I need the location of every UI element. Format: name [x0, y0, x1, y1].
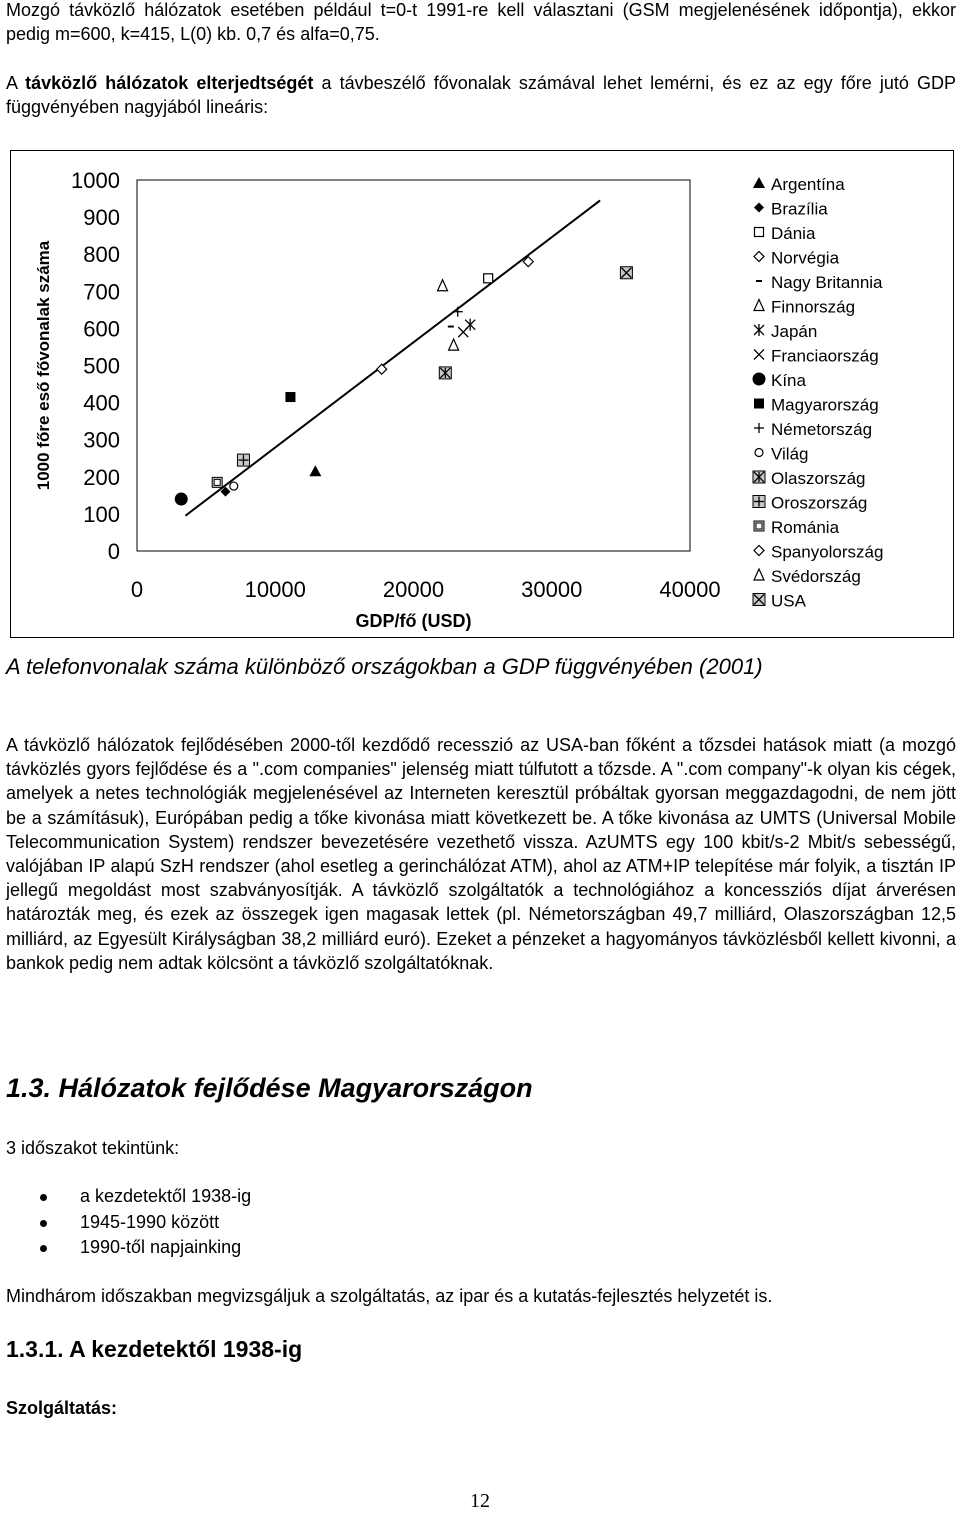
bullet-icon [40, 1220, 47, 1227]
legend-label: Világ [771, 444, 809, 464]
legend-label: USA [771, 591, 806, 611]
legend-label: Olaszország [771, 469, 866, 488]
legend-marker [754, 324, 764, 336]
summary-text: Mindhárom időszakban megvizsgáljuk a szolgáltatás, az ipar és a kutatás-fejlesztés helyzetét is. [6, 1286, 773, 1306]
legend-label: Németország [771, 420, 873, 439]
data-point [237, 454, 249, 466]
legend-label: Finnország [771, 297, 856, 317]
legend-marker [754, 569, 764, 580]
p2-rest: a távbeszélő fővonalak számával lehet lemérni, és ez az egy főre jutó GDP függvényében nagyjából lineáris: [6, 73, 957, 118]
legend-label: Argentína [771, 175, 845, 194]
bullet-icon [40, 1245, 47, 1252]
data-point [438, 280, 448, 291]
data-point [484, 274, 493, 283]
periods-intro: 3 időszakot tekintünk: [6, 1138, 180, 1158]
period-label: a kezdetektől 1938-ig [80, 1186, 252, 1206]
figure-caption: A telefonvonalak száma különböző országokban a GDP függvényében (2001) [6, 654, 763, 679]
legend-label: Spanyolország [771, 542, 884, 562]
service-label: Szolgáltatás: [6, 1398, 118, 1418]
period-label: 1945-1990 között [80, 1211, 220, 1232]
paragraph-mobile-networks: Mozgó távközlő hálózatok esetében például t=0-t 1991-re kell választani (GSM megjelenésének időpontja), ekkor pedig m=600, k=415, L(0) kb. 0,7 és alfa=0,75. [6, 0, 956, 45]
data-point [620, 267, 632, 279]
legend-label: Norvégia [771, 248, 840, 268]
bullet-icon [40, 1194, 47, 1201]
x-axis-label: GDP/fő (USD) [355, 611, 472, 631]
list-item [0, 1212, 251, 1238]
legend-marker [753, 177, 765, 188]
paragraph-network-penetration [6, 71, 956, 119]
list-item [0, 1186, 251, 1212]
data-point [285, 392, 295, 402]
x-tick-label: 40000 [659, 577, 721, 602]
y-axis-label: 1000 főre eső fővonalak száma [34, 240, 53, 491]
legend-label: Magyarország [771, 395, 879, 415]
x-tick-label: 0 [130, 577, 144, 602]
scatter-chart [11, 151, 953, 637]
legend-marker [754, 203, 764, 213]
legend-marker [754, 252, 764, 262]
legend-marker [754, 399, 764, 409]
legend-label: Franciaország [771, 346, 879, 366]
data-point [458, 327, 468, 337]
legend-marker [755, 228, 764, 237]
legend-label: Japán [771, 322, 818, 341]
periods-list [0, 1186, 251, 1263]
period-label: 1990-től napjainking [80, 1237, 242, 1257]
x-tick-label: 20000 [382, 577, 445, 602]
y-tick-label: 700 [83, 279, 120, 305]
legend-label: Brazília [771, 199, 828, 219]
p2-bold-term: távközlő hálózatok elterjedtségét [25, 73, 314, 93]
legend-label: Nagy Britannia [771, 273, 883, 292]
legend-marker [753, 594, 765, 606]
data-point [439, 367, 451, 379]
y-tick-label: 200 [83, 464, 120, 490]
trend-line [185, 200, 600, 515]
data-point [453, 307, 463, 317]
y-tick-label: 600 [83, 316, 120, 342]
legend-marker [754, 521, 764, 531]
legend-marker [754, 350, 764, 360]
subsection-heading: 1.3.1. A kezdetektől 1938-ig [6, 1336, 303, 1362]
plot-area [137, 180, 690, 551]
data-point [212, 477, 222, 487]
chart-figure [10, 150, 954, 638]
y-tick-label: 1000 [71, 168, 120, 193]
legend-marker [753, 373, 766, 386]
legend-marker [753, 471, 765, 483]
y-tick-label: 800 [83, 242, 120, 268]
y-tick-label: 500 [83, 353, 120, 379]
data-point [449, 339, 459, 350]
legend-label: Dánia [771, 224, 816, 243]
data-point [230, 482, 238, 490]
p2-prefix: A [6, 73, 26, 93]
y-tick-label: 900 [83, 205, 120, 231]
list-item [0, 1237, 251, 1263]
x-tick-label: 10000 [244, 577, 306, 602]
data-point [377, 364, 387, 374]
data-point [175, 493, 188, 506]
y-tick-label: 100 [83, 501, 120, 527]
section-heading: 1.3. Hálózatok fejlődése Magyarországon [6, 1073, 533, 1103]
data-point [309, 465, 321, 476]
legend-marker [754, 546, 764, 556]
page-number: 12 [470, 1490, 490, 1512]
y-tick-label: 400 [83, 390, 120, 416]
legend-label: Románia [771, 518, 840, 537]
legend-label: Svédország [771, 567, 861, 586]
y-tick-label: 0 [107, 539, 120, 564]
legend-marker [753, 496, 765, 508]
x-tick-label: 30000 [521, 577, 583, 602]
legend-marker [754, 423, 764, 433]
legend-label: Oroszország [771, 493, 868, 513]
legend-marker [754, 300, 764, 311]
y-tick-label: 300 [83, 427, 120, 453]
paragraph-recession: A távközlő hálózatok fejlődésében 2000-től kezdődő recesszió az USA-ban főként a tőzsdei hatások miatt (a mozgó távközlés gyors fejlődése és a ".com companies" jelenség miatt túlfutott a tőzsde. A ".com company"-k olyan kis cégek, amelyek a netes technológiák megjelenésével az Interneten keresztül próbáltak gyorsan meggazdagodni, de nem jött be a számításuk), Európában pedig a tőke kivonása miatt következett be. A tőke kivonása az UMTS (Universal Mobile Telecommunication System) rendszer bevezetésére vezethető vissza. AzUMTS egy 100 kbit/s-2 Mbit/s sebességű, valójában IP alapú SzH rendszer (ahol esetleg a gerinchálózat ATM), ahol az ATM+IP telepítése már folyik, a tisztán IP jellegű megoldást most szabványosítják. A távközlő szolgáltatók a technológiához a koncessziós díjat árverésen határozták meg, és ezek az összegek igen magasak lettek (pl. Németországban 49,7 milliárd, Olaszországban 12,5 milliárd, az Egyesült Királyságban 38,2 milliárd euró). Ezeket a pénzeket a hagyományos távközlésből kellett kivonni, a bankok pedig nem adtak kölcsönt a távközlő szolgáltatóknak. [6, 735, 956, 973]
legend-marker [755, 449, 763, 457]
legend-label: Kína [771, 371, 806, 390]
